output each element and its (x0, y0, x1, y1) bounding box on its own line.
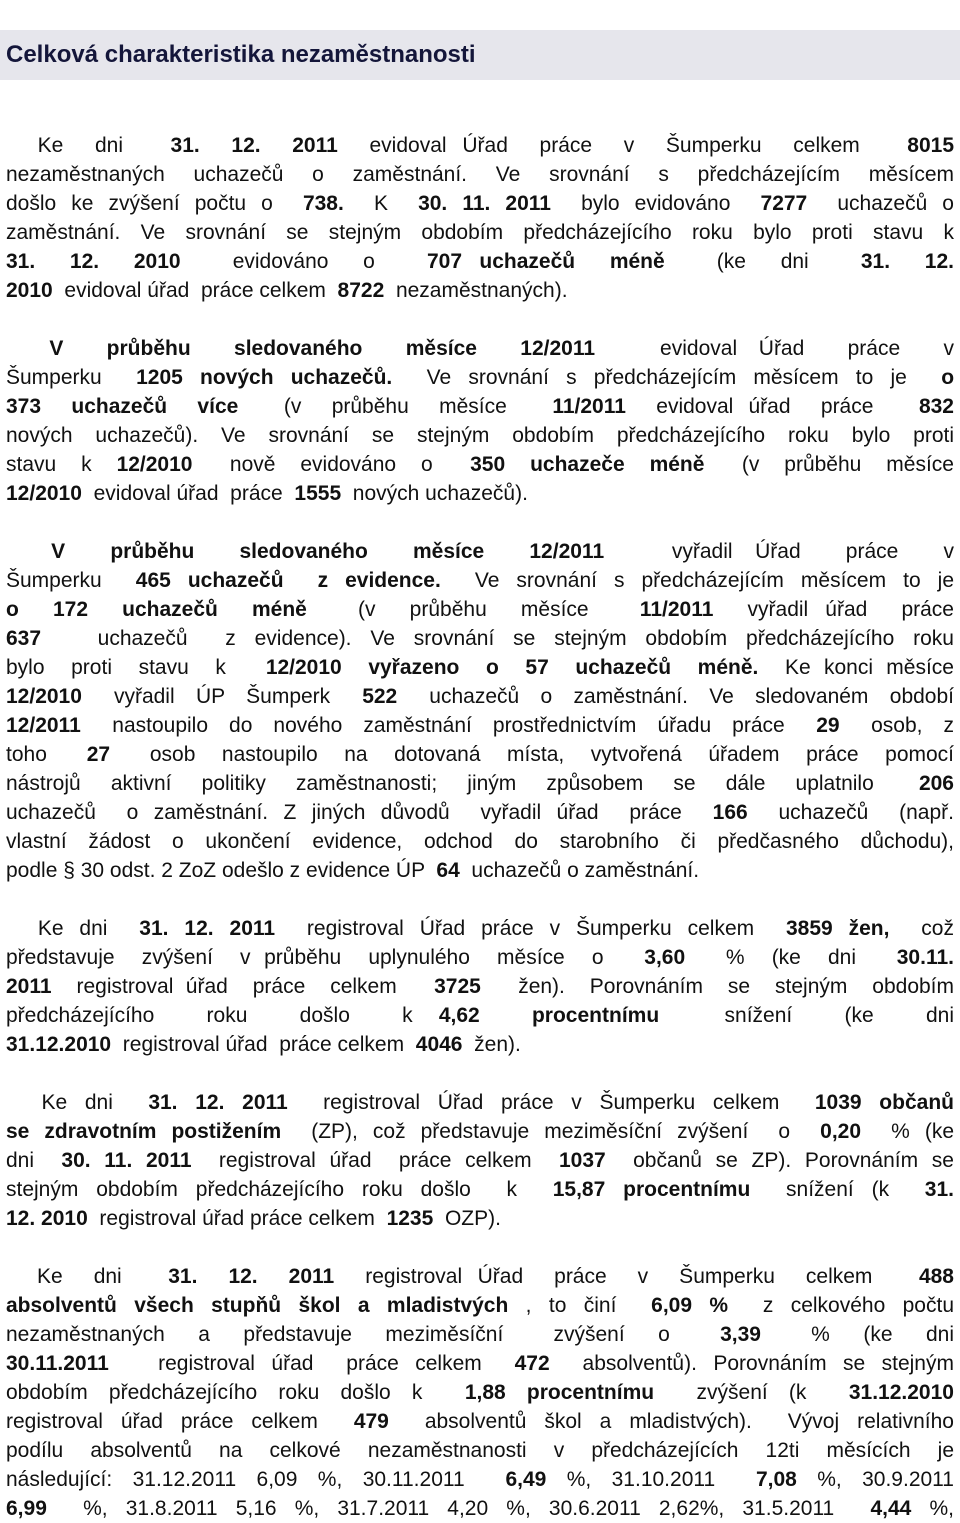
text-segment: nezaměstnaných). (390, 279, 568, 302)
bold-text: 4,62 procentnímu (438, 1004, 660, 1027)
text-segment: dni (6, 1149, 48, 1172)
text-line (6, 595, 954, 624)
text-line (6, 914, 954, 943)
text-segment: uchazečů z evidence). Ve srovnání se stejným obdobím předcházejícího roku (59, 627, 954, 650)
bold-text: 373 uchazečů více (6, 395, 239, 418)
bold-text: 3,39 (720, 1323, 761, 1346)
text-segment: registroval úřad práce celkem (64, 975, 422, 998)
text-segment: registroval úřad práce celkem (93, 1207, 381, 1230)
text-segment: registroval Úřad práce v Šumperku celkem (349, 1265, 904, 1288)
text-segment: vlastní žádost o ukončení evidence, odchod do starobního či předčasného důchodu), (6, 830, 954, 853)
text-segment: snížení (ke dni (672, 1004, 954, 1027)
text-segment: Ve srovnání s předcházejícím měsícem to je (409, 366, 924, 389)
text-line (6, 1465, 954, 1494)
text-segment: osob nastoupilo na dotovaná místa, vytvořená úřadem práce pomocí (123, 743, 954, 766)
text-segment: Ve srovnání s předcházejícím měsícem to je (457, 569, 954, 592)
bold-text: 472 (514, 1352, 550, 1375)
bold-text: 7277 (760, 192, 808, 215)
text-segment: vyřadil Úřad práce v (626, 540, 954, 563)
text-segment: předcházejícího roku došlo k (6, 1004, 426, 1027)
bold-text: 11/2011 (552, 395, 626, 418)
text-segment: %, (929, 1497, 954, 1520)
bold-text: 1,88 procentnímu (464, 1381, 655, 1404)
bold-text: 465 uchazečů z evidence. (135, 569, 441, 592)
bold-text: 4046 (415, 1033, 463, 1056)
text-segment: obdobím předcházejícího roku došlo k (6, 1381, 444, 1404)
bold-text: 522 (362, 685, 398, 708)
bold-text: 3,60 (644, 946, 686, 969)
text-segment: absolventů škol a mladistvých). Vývoj relativního (406, 1410, 954, 1433)
text-line (6, 334, 954, 363)
bold-text: se zdravotním postižením (6, 1120, 282, 1143)
bold-text: absolventů všech stupňů škol a mladistvých (6, 1294, 509, 1317)
bold-text: 6,99 (6, 1497, 47, 1520)
text-segment: žen). Porovnáním se stejným obdobím (493, 975, 954, 998)
text-segment: registroval úřad práce celkem (116, 1033, 410, 1056)
bold-text: 738. (302, 192, 344, 215)
text-line (6, 1117, 954, 1146)
text-line (6, 363, 954, 392)
text-segment: vyřadil ÚP Šumperk (92, 685, 352, 708)
text-line (6, 189, 954, 218)
text-segment: (v průběhu měsíce (716, 453, 954, 476)
text-segment: bylo proti stavu k (6, 656, 253, 679)
bold-text: 31. 12. 2011 (148, 1091, 288, 1114)
bold-text: 206 (918, 772, 954, 795)
text-segment: představuje zvýšení v průběhu uplynulého měsíce o (6, 946, 631, 969)
text-line (6, 1407, 954, 1436)
text-segment: nově evidováno o (204, 453, 458, 476)
text-segment: žen). (468, 1033, 521, 1056)
text-line (6, 276, 954, 305)
text-line (6, 943, 954, 972)
bold-text: 4,44 (870, 1497, 912, 1520)
text-segment: evidoval Úřad práce v Šumperku celkem (353, 134, 892, 157)
text-line (6, 1378, 954, 1407)
text-line (6, 1175, 954, 1204)
text-line (6, 1320, 954, 1349)
bold-text: 8015 (907, 134, 954, 157)
bold-text: 31. 12. 2010 (6, 250, 181, 273)
text-segment: občanů se ZP). Porovnáním se (619, 1149, 954, 1172)
text-segment: Ke konci měsíce (771, 656, 954, 679)
text-segment: uchazečů (např. (763, 801, 954, 824)
text-line (6, 972, 954, 1001)
text-segment: osob, z (850, 714, 954, 737)
bold-text: 488 (918, 1265, 954, 1288)
text-line (6, 392, 954, 421)
text-line (6, 1146, 954, 1175)
text-segment: Ke dni (6, 134, 155, 157)
text-segment: nových uchazečů). (346, 482, 528, 505)
text-segment: (v průběhu měsíce (253, 395, 538, 418)
bold-text: 29 (816, 714, 840, 737)
text-segment: stavu k (6, 453, 105, 476)
text-segment: podle § 30 odst. 2 ZoZ odešlo z evidence ÚP (6, 859, 431, 882)
text-segment: evidováno o (197, 250, 410, 273)
text-segment: Šumperku (6, 569, 119, 592)
text-segment: následující: 31.12.2011 6,09 %, 30.11.2011 (6, 1468, 486, 1491)
bold-text: 27 (86, 743, 111, 766)
bold-text: o (941, 366, 954, 389)
bold-text: 707 uchazečů méně (426, 250, 665, 273)
text-line (6, 769, 954, 798)
bold-text: 31.12.2010 (6, 1033, 112, 1056)
text-segment: nastoupilo do nového zaměstnání prostřednictvím úřadu práce (91, 714, 806, 737)
text-segment: nových uchazečů). Ve srovnání se stejným obdobím předcházejícího roku bylo proti (6, 424, 954, 447)
text-line (6, 421, 954, 450)
text-segment: evidoval úřad práce celkem (58, 279, 332, 302)
bold-text: 7,08 (755, 1468, 797, 1491)
text-segment: uchazečů o zaměstnání. Ve sledovaném období (407, 685, 954, 708)
text-line (6, 740, 954, 769)
bold-text: 12/2010 (6, 685, 82, 708)
bold-text: 1039 občanů (814, 1091, 954, 1114)
text-segment: % (ke (876, 1120, 954, 1143)
bold-text: 2010 (6, 279, 53, 302)
bold-text: 3859 žen, (785, 917, 890, 940)
bold-text: 832 (918, 395, 954, 418)
text-segment: % (ke dni (777, 1323, 954, 1346)
bold-text: 3725 (434, 975, 481, 998)
text-segment: uchazečů o zaměstnání. Z jiných důvodů vyřadil úřad práce (6, 801, 698, 824)
text-segment: Šumperku (6, 366, 119, 389)
text-segment: toho (6, 743, 74, 766)
text-segment: což (905, 917, 954, 940)
text-line (6, 537, 954, 566)
text-line (6, 1436, 954, 1465)
text-line (6, 1030, 954, 1059)
text-segment: registroval Úřad práce v Šumperku celkem (291, 917, 771, 940)
text-segment: , to činí (525, 1294, 634, 1317)
bold-text: 350 uchazeče méně (470, 453, 705, 476)
bold-text: 637 (6, 627, 42, 650)
bold-text: 1555 (294, 482, 342, 505)
text-line (6, 1001, 954, 1030)
bold-text: 30. 11. 2011 (418, 192, 551, 215)
text-line (6, 247, 954, 276)
bold-text: 166 (712, 801, 748, 824)
text-segment: podílu absolventů na celkové nezaměstnanosti v předcházejících 12ti měsících je (6, 1439, 954, 1462)
bold-text: 31. 12. 2011 (168, 1265, 335, 1288)
text-segment: Ke dni (6, 1265, 153, 1288)
text-line (6, 479, 954, 508)
text-line (6, 1262, 954, 1291)
text-segment: OZP). (439, 1207, 501, 1230)
text-segment: % (ke dni (698, 946, 884, 969)
bold-text: 0,20 (820, 1120, 862, 1143)
text-segment: uchazečů o (822, 192, 954, 215)
text-segment: Ke dni (6, 917, 124, 940)
text-line (6, 624, 954, 653)
text-segment: evidoval úřad práce (87, 482, 289, 505)
text-line (6, 682, 954, 711)
text-line (6, 160, 954, 189)
text-line (6, 798, 954, 827)
text-line (6, 131, 954, 160)
text-segment: %, 31.10.2011 (566, 1468, 736, 1491)
bold-text: 31. (924, 1178, 954, 1201)
bold-text: 30. 11. 2011 (61, 1149, 192, 1172)
bold-text: 2011 (6, 975, 52, 998)
text-line (6, 856, 954, 885)
bold-text: 6,49 (505, 1468, 547, 1491)
text-segment: %, 30.9.2011 (817, 1468, 954, 1491)
text-segment: zaměstnání. Ve srovnání se stejným obdobím předcházejícího roku bylo proti stavu k (6, 221, 954, 244)
text-segment: nezaměstnaných uchazečů o zaměstnání. Ve srovnání s předcházejícím měsícem (6, 163, 954, 186)
text-line (6, 1088, 954, 1117)
bold-text: 12/2010 (6, 482, 82, 505)
text-segment: registroval Úřad práce v Šumperku celkem (305, 1091, 798, 1114)
text-segment: z celkového počtu (745, 1294, 954, 1317)
bold-text: 12. 2010 (6, 1207, 88, 1230)
bold-text: 1205 nových uchazečů. (136, 366, 393, 389)
bold-text: 30.11.2011 (6, 1352, 109, 1375)
text-segment: nástrojů aktivní politiky zaměstnanosti; jiným způsobem se dále uplatnilo (6, 772, 904, 795)
bold-text: 12/2010 vyřazeno o 57 uchazečů méně. (265, 656, 759, 679)
bold-text: V průběhu sledovaného měsíce 12/2011 (6, 337, 596, 360)
text-segment: registroval úřad práce celkem (205, 1149, 546, 1172)
text-line (6, 711, 954, 740)
bold-text: 15,87 procentnímu (552, 1178, 751, 1201)
text-segment: registroval úřad práce celkem (125, 1352, 499, 1375)
bold-text: 30.11. (896, 946, 954, 969)
text-segment: evidoval Úřad práce v (616, 337, 954, 360)
text-line (6, 653, 954, 682)
text-segment: zvýšení (k (675, 1381, 828, 1404)
text-line (6, 1204, 954, 1233)
text-segment: uchazečů o zaměstnání. (465, 859, 700, 882)
bold-text: 1037 (559, 1149, 606, 1172)
bold-text: V průběhu sledovaného měsíce 12/2011 (6, 540, 605, 563)
text-segment: (ke dni (682, 250, 844, 273)
text-segment: nezaměstnaných a představuje meziměsíční zvýšení o (6, 1323, 704, 1346)
text-segment: stejným obdobím předcházejícího roku došlo k (6, 1178, 535, 1201)
bold-text: 1235 (386, 1207, 434, 1230)
text-line (6, 566, 954, 595)
text-segment: (ZP), což představuje meziměsíční zvýšení o (296, 1120, 806, 1143)
text-segment: registroval úřad práce celkem (6, 1410, 336, 1433)
text-segment: Ke dni (6, 1091, 131, 1114)
bold-text: 11/2011 (639, 598, 714, 621)
page-title: Celková charakteristika nezaměstnanosti (6, 41, 476, 68)
bold-text: 31. 12. 2011 (170, 134, 338, 157)
text-segment: K (358, 192, 404, 215)
bold-text: 31. 12. (860, 250, 954, 273)
text-segment: evidoval úřad práce (641, 395, 904, 418)
text-line (6, 1349, 954, 1378)
bold-text: o 172 uchazečů méně (6, 598, 307, 621)
bold-text: 479 (353, 1410, 389, 1433)
bold-text: 31. 12. 2011 (139, 917, 276, 940)
text-line (6, 450, 954, 479)
text-segment: bylo evidováno (566, 192, 746, 215)
text-line (6, 1291, 954, 1320)
text-line (6, 218, 954, 247)
text-segment: (v průběhu měsíce (323, 598, 623, 621)
bold-text: 12/2010 (116, 453, 193, 476)
text-segment: snížení (k (768, 1178, 907, 1201)
bold-text: 64 (436, 859, 460, 882)
text-segment: %, 31.8.2011 5,16 %, 31.7.2011 4,20 %, 30.6.2011 2,62%, 31.5.2011 (65, 1497, 853, 1520)
bold-text: 6,09 % (651, 1294, 729, 1317)
text-segment: došlo ke zvýšení počtu o (6, 192, 288, 215)
text-segment: absolventů). Porovnáním se stejným (566, 1352, 954, 1375)
bold-text: 31.12.2010 (848, 1381, 954, 1404)
text-line (6, 1494, 954, 1523)
bold-text: 12/2011 (6, 714, 81, 737)
text-line (6, 827, 954, 856)
text-segment: vyřadil úřad práce (730, 598, 954, 621)
bold-text: 8722 (337, 279, 385, 302)
